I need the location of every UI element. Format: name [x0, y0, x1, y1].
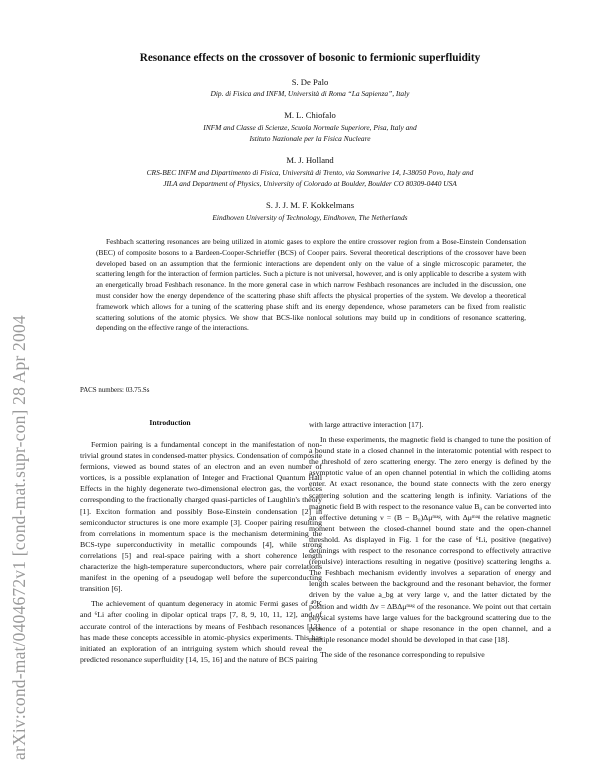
- left-column: [80, 439, 322, 669]
- paragraph: with large attractive interaction [17].: [309, 420, 424, 429]
- author-affiliation: Dip. di Fisica and INFM, Università di Roma “La Sapienza”, Italy: [210, 89, 410, 98]
- arxiv-identifier: arXiv:cond-mat/0404672v1 [cond-mat.supr-con] 28 Apr 2004: [9, 315, 29, 760]
- paragraph: The achievement of quantum degeneracy in atomic Fermi gases of ⁴⁰K and ⁶Li after cooling in dipolar optical traps [7, 8, 9, 10, 11, 12], and of accurate control of the interactions by means of Feshbach resonances [13], has made these concepts accessible in atomic-physics experiments. This has initiated an exploration of an intriguing system which should reveal the predicted resonance superfluidity [14, 15, 16] and the nature of BCS pairing: [80, 599, 322, 664]
- abstract: Feshbach scattering resonances are being utilized in atomic gases to explore the entire crossover region from a Bose-Einstein Condensation (BEC) of composite bosons to a Bardeen-Cooper-Schrieffer (BCS) of Cooper pairs. Several theoretical descriptions of the crossover have been developed based on an assumption that the fermionic interactions are dependent only on the value of a single microscopic parameter, the scattering length for the interaction of fermion particles. Such a picture is not universal, however, and is only applicable to describe a system with an energetically broad Feshbach resonance. In the more general case in which narrow Feshbach resonances are included in the discussion, one must consider how the energy dependence of the scattering phase shift affects the physical properties of the system. We develop a theoretical framework which allows for a tuning of the scattering phase shift and its energy dependence, whose parameters can be fixed from realistic scattering solutions of the atomic physics. We show that BCS-like nonlocal solutions may build up in conditions of resonance scattering, depending on the effective range of the interactions.: [96, 237, 526, 333]
- author-affiliation: JILA and Department of Physics, University of Colorado at Boulder, Boulder CO 80309-0440 USA: [163, 179, 457, 188]
- paragraph: The side of the resonance corresponding to repulsive: [320, 649, 485, 659]
- author-name: S. De Palo: [291, 77, 329, 87]
- paper-title: Resonance effects on the crossover of bosonic to fermionic superfluidity: [139, 52, 481, 64]
- author-affiliation: INFM and Classe di Scienze, Scuola Normale Superiore, Pisa, Italy and: [203, 123, 417, 132]
- pacs-numbers: PACS numbers: 03.75.Ss: [80, 387, 150, 394]
- section-title: Introduction: [149, 418, 191, 427]
- author-affiliation: Eindhoven University of Technology, Eindhoven, The Netherlands: [212, 213, 408, 222]
- author-affiliation: Istituto Nazionale per la Fisica Nucleare: [249, 134, 371, 143]
- right-column: [309, 419, 551, 664]
- paragraph: In these experiments, the magnetic field is changed to tune the position of a bound state in a closed channel in the interatomic potential with respect to the threshold of zero scattering energy. The zero energy is defined by the asymptotic value of an open channel potential in which the colliding atoms enter. At exact resonance, the bound state connects with the zero energy scattering solution and the scattering length is infinity. Variations of the magnetic field B with respect to the resonance value B₀ can be converted into an effective detuning ν = (B − B₀)Δμᵐᵃᵍ, with Δμᵐᵃᵍ the relative magnetic moment between the closed-channel bound state and the open-channel threshold. As displayed in Fig. 1 for the case of ⁶Li, positive (negative) detunings with respect to the resonance correspond to effectively attractive (repulsive) interactions resulting in negative (positive) scattering lengths a. The Feshbach mechanism evidently involves a separation of energy and length scales between the background and the resonant behavior, the former driven by the value a_bg at very large ν, and the latter dictated by the position and width Δν = ΔBΔμᵐᵃᵍ of the resonance. We point out that certain physical systems have large values for the background scattering due to the presence of a potential or shape resonance in the open channel, and a multiple resonance model should be developed in that case [18].: [309, 435, 551, 644]
- paragraph: Fermion pairing is a fundamental concept in the manifestation of non-trivial ground states in condensed-matter physics. Condensation of composite fermions, viewed as bound states of an electron and an even number of vortices, is a possible explanation of Integer and Fractional Quantum Hall Effects in the highly degenerate two-dimensional electron gas, the vortices corresponding to the fractionally charged quasi-particles of Laughlin's theory [1]. Exciton formation and possibly Bose-Einstein condensation [2] in semiconductor structures is one more example [3]. Cooper pairing resulting from correlations in momentum space is the mechanism determining the BCS-type superconductivity in metallic compounds [4], while strong correlations [5] and real-space pairing with a short coherence length characterize the high-temperature superconductors, where pair correlations manifest in the opening of a pseudogap well before the superconducting transition [6].: [80, 440, 322, 594]
- author-affiliation: CRS-BEC INFM and Dipartimento di Fisica, Università di Trento, via Sommarive 14, I-38050 Povo, Italy and: [146, 168, 474, 177]
- author-name: M. J. Holland: [286, 155, 334, 165]
- author-name: S. J. J. M. F. Kokkelmans: [265, 200, 355, 210]
- author-name: M. L. Chiofalo: [284, 110, 336, 120]
